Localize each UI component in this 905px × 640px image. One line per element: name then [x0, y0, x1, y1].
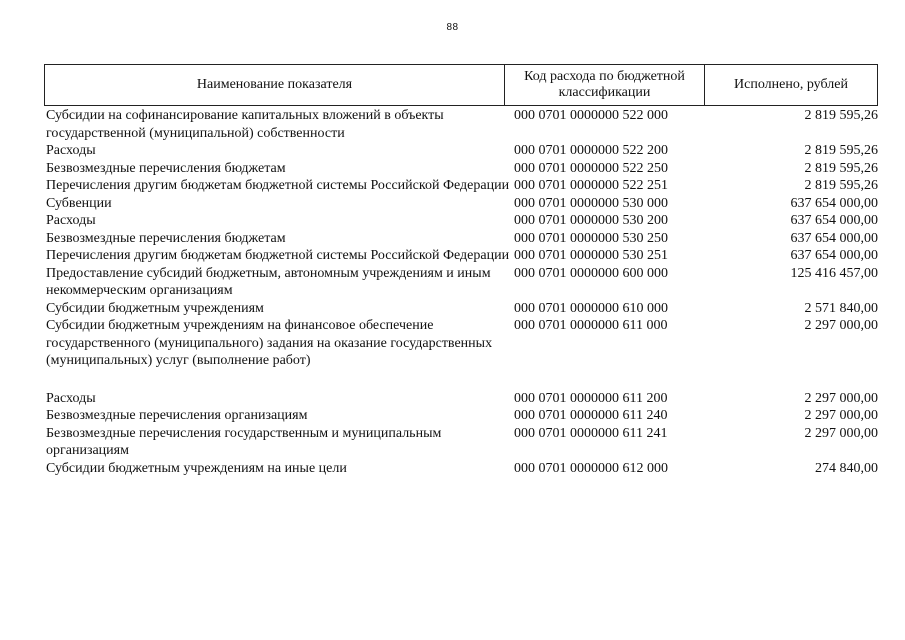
row-name: Субсидии бюджетным учреждениям на финансовое обеспечение государственного (муниципального) задания на оказание государственных (муниципальных) услуг (выполнение работ)	[46, 318, 493, 368]
table-row	[44, 142, 878, 160]
row-code: 000 0701 0000000 611 241	[514, 425, 668, 441]
row-name: Расходы	[46, 213, 96, 228]
row-code: 000 0701 0000000 611 200	[514, 390, 668, 406]
row-amount: 2 819 595,26	[804, 108, 878, 123]
table-row	[44, 195, 878, 213]
row-code: 000 0701 0000000 610 000	[514, 300, 668, 316]
row-code: 000 0701 0000000 522 000	[514, 108, 668, 123]
table-row	[44, 230, 878, 248]
row-name: Безвозмездные перечисления бюджетам	[46, 160, 286, 176]
row-amount: 2 297 000,00	[804, 425, 878, 441]
row-name: Безвозмездные перечисления бюджетам	[46, 230, 286, 246]
row-name: Предоставление субсидий бюджетным, автономным учреждениям и иным некоммерческим организациям	[46, 265, 491, 298]
row-code: 000 0701 0000000 522 250	[514, 160, 668, 176]
row-name: Расходы	[46, 143, 96, 158]
table-header	[44, 64, 878, 106]
row-name: Безвозмездные перечисления государственным и муниципальным организациям	[46, 425, 442, 458]
header-indicator-name: Наименование показателя	[45, 65, 505, 105]
row-name: Субвенции	[46, 195, 112, 211]
row-amount: 2 819 595,26	[804, 178, 878, 193]
row-amount: 274 840,00	[815, 460, 878, 476]
row-name: Перечисления другим бюджетам бюджетной системы Российской Федерации	[46, 178, 510, 193]
row-amount: 2 297 000,00	[804, 390, 878, 406]
table-row	[44, 317, 878, 370]
row-name: Безвозмездные перечисления организациям	[46, 408, 308, 423]
row-code: 000 0701 0000000 611 240	[514, 408, 668, 423]
page-number: 88	[446, 22, 459, 33]
table-row	[44, 160, 878, 178]
row-name: Расходы	[46, 390, 96, 406]
row-amount: 637 654 000,00	[790, 195, 878, 211]
header-executed-amount: Исполнено, рублей	[734, 77, 848, 92]
expenditure-table	[44, 64, 878, 477]
row-amount: 2 819 595,26	[804, 143, 878, 158]
row-code: 000 0701 0000000 612 000	[514, 460, 668, 476]
row-amount: 2 297 000,00	[804, 408, 878, 423]
row-code: 000 0701 0000000 600 000	[514, 265, 668, 281]
row-code: 000 0701 0000000 530 251	[514, 248, 668, 263]
row-amount: 637 654 000,00	[790, 248, 878, 263]
table-row	[44, 265, 878, 300]
row-code: 000 0701 0000000 530 000	[514, 195, 668, 211]
table-row	[44, 390, 878, 408]
row-amount: 637 654 000,00	[790, 230, 878, 246]
table-row	[44, 407, 878, 425]
table-body	[44, 107, 878, 477]
row-amount: 637 654 000,00	[790, 213, 878, 228]
row-code: 000 0701 0000000 522 200	[514, 143, 668, 158]
table-row	[44, 300, 878, 318]
row-name: Субсидии бюджетным учреждениям на иные цели	[46, 460, 347, 476]
row-amount: 125 416 457,00	[790, 265, 878, 281]
row-name: Субсидии на софинансирование капитальных вложений в объекты государственной (муниципальной) собственности	[46, 108, 444, 141]
table-row	[44, 247, 878, 265]
table-row	[44, 107, 878, 142]
row-code: 000 0701 0000000 530 200	[514, 213, 668, 228]
row-code: 000 0701 0000000 611 000	[514, 318, 668, 333]
table-row	[44, 425, 878, 460]
row-name: Субсидии бюджетным учреждениям	[46, 300, 264, 316]
table-row	[44, 177, 878, 195]
row-amount: 2 297 000,00	[804, 318, 878, 333]
table-row	[44, 460, 878, 478]
header-budget-code: Код расхода по бюджетной классификации	[505, 65, 705, 105]
table-row	[44, 212, 878, 230]
row-amount: 2 571 840,00	[804, 300, 878, 316]
row-amount: 2 819 595,26	[804, 160, 878, 176]
row-code: 000 0701 0000000 522 251	[514, 178, 668, 193]
row-code: 000 0701 0000000 530 250	[514, 230, 668, 246]
row-name: Перечисления другим бюджетам бюджетной системы Российской Федерации	[46, 248, 510, 263]
